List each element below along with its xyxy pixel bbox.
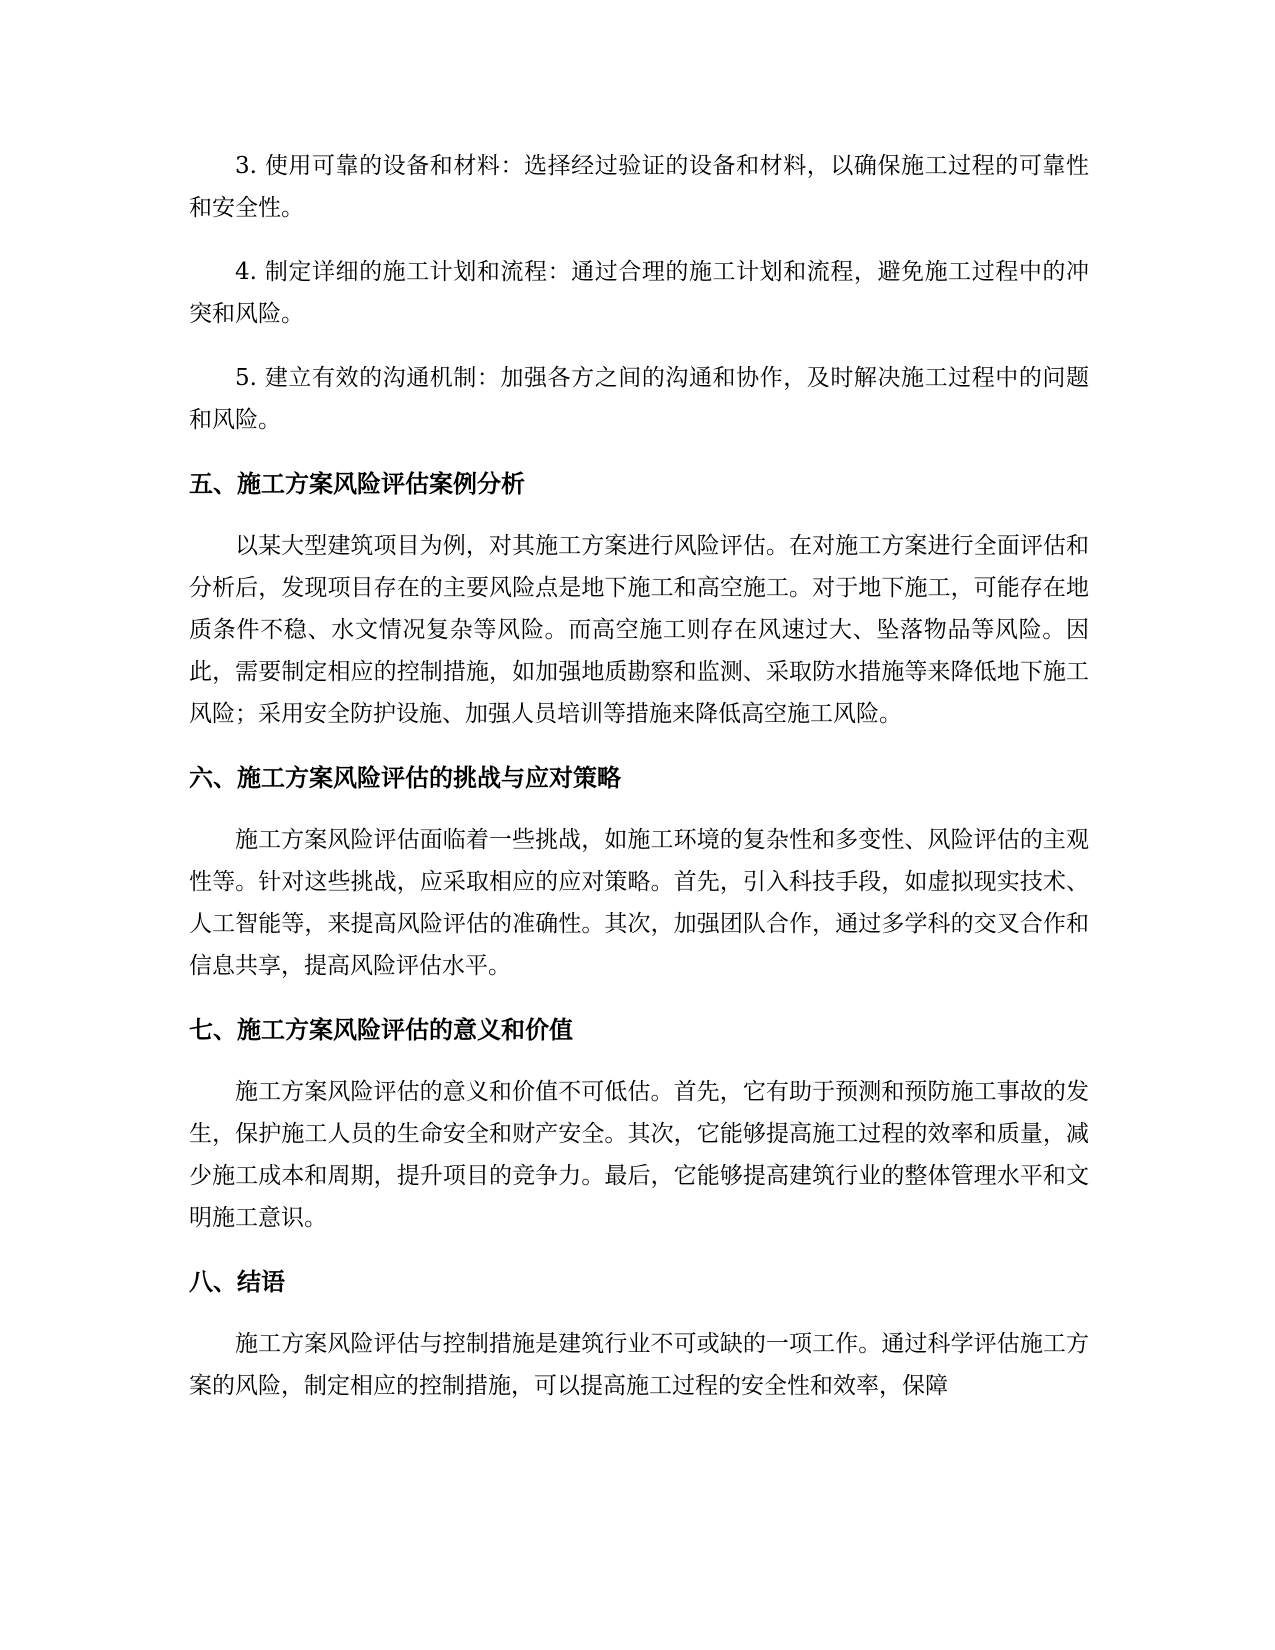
section-body-5: 以某大型建筑项目为例，对其施工方案进行风险评估。在对施工方案进行全面评估和分析后，发现项目存在的主要风险点是地下施工和高空施工。对于地下施工，可能存在地质条件不稳、水文情况复杂等风险。而高空施工则存在风速过大、坠落物品等风险。因此，需要制定相应的控制措施，如加强地质勘察和监测、采取防水措施等来降低地下施工风险；采用安全防护设施、加强人员培训等措施来降低高空施工风险。	[189, 533, 1089, 727]
section-heading-8: 八、结语	[189, 1268, 285, 1296]
document-content	[189, 145, 1089, 1429]
section-body-6: 施工方案风险评估面临着一些挑战，如施工环境的复杂性和多变性、风险评估的主观性等。针对这些挑战，应采取相应的应对策略。首先，引入科技手段，如虚拟现实技术、人工智能等，来提高风险评估的准确性。其次，加强团队合作，通过多学科的交叉合作和信息共享，提高风险评估水平。	[189, 827, 1089, 979]
list-item-4: 4. 制定详细的施工计划和流程：通过合理的施工计划和流程，避免施工过程中的冲突和风险。	[189, 259, 1089, 327]
section-heading-6: 六、施工方案风险评估的挑战与应对策略	[189, 764, 621, 792]
section-heading-5: 五、施工方案风险评估案例分析	[189, 470, 525, 498]
section-heading-7: 七、施工方案风险评估的意义和价值	[189, 1016, 573, 1044]
list-item-5: 5. 建立有效的沟通机制：加强各方之间的沟通和协作，及时解决施工过程中的问题和风险。	[189, 365, 1089, 433]
list-item-3: 3. 使用可靠的设备和材料：选择经过验证的设备和材料，以确保施工过程的可靠性和安全性。	[189, 153, 1089, 221]
section-body-7: 施工方案风险评估的意义和价值不可低估。首先，它有助于预测和预防施工事故的发生，保护施工人员的生命安全和财产安全。其次，它能够提高施工过程的效率和质量，减少施工成本和周期，提升项目的竞争力。最后，它能够提高建筑行业的整体管理水平和文明施工意识。	[189, 1079, 1089, 1231]
section-body-8: 施工方案风险评估与控制措施是建筑行业不可或缺的一项工作。通过科学评估施工方案的风险，制定相应的控制措施，可以提高施工过程的安全性和效率，保障	[189, 1331, 1089, 1399]
